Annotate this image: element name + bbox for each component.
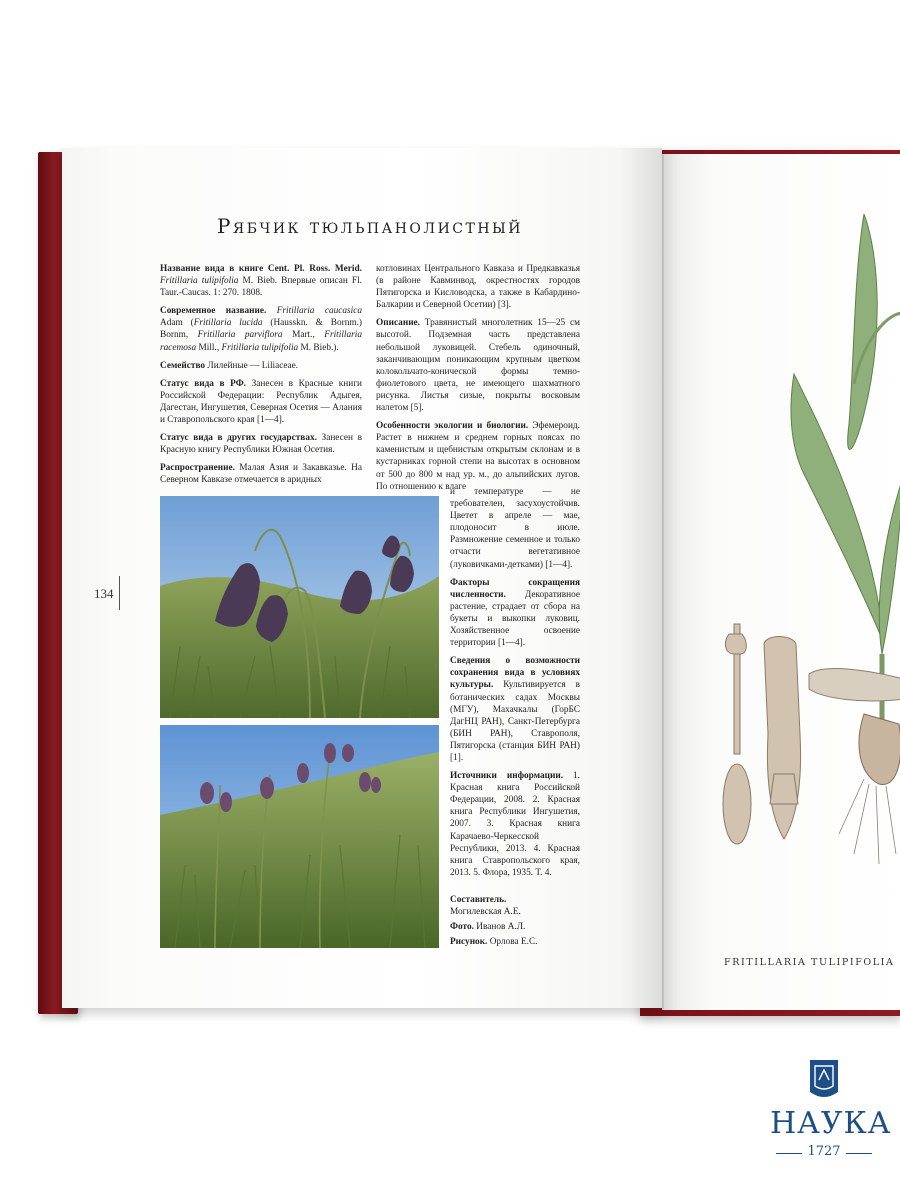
logo-divider-right xyxy=(846,1153,872,1154)
modern-text-2: Adam ( xyxy=(160,318,194,329)
modern-latin-5: Fritillaria parviflora xyxy=(197,330,283,341)
modern-text-4: (Hausskn. & Bornm.) Bornm, xyxy=(160,318,362,341)
modern-text-10: M. Bieb.). xyxy=(298,342,339,353)
credits-block xyxy=(450,894,580,954)
factors-label: Факторы сокращения численности. xyxy=(450,577,580,600)
family-paragraph xyxy=(160,360,362,372)
modern-label: Современное название. xyxy=(160,306,267,317)
publisher-name: НАУКА xyxy=(770,1106,892,1141)
distribution-label: Распространение. xyxy=(160,463,235,474)
photo-credit-paragraph xyxy=(450,921,580,933)
page-title: Рябчик тюльпанолистный xyxy=(216,214,524,238)
distribution-paragraph xyxy=(160,462,362,486)
photo-1-image xyxy=(160,496,439,718)
sources-text: 1. Красная книга Российской Федерации, 2008. 2. Красная книга Республики Ингушетия, 2007. 3. Красная книга Карачаево-Черкесской Республики, 2013. 4. Красная книга Ставропольского края, 2013. 5. Флора, 1935. Т. 4. xyxy=(450,771,581,878)
modern-latin-1: Fritillaria caucasica xyxy=(276,306,363,317)
distribution-text: Малая Азия и Закавказье. На Северном Кавказе отмечается в аридных xyxy=(160,463,362,486)
botanical-drawing xyxy=(714,214,900,904)
ecology-continued xyxy=(450,486,580,571)
status-rf-label: Статус вида в РФ. xyxy=(160,378,247,389)
publisher-year: 1727 xyxy=(807,1144,841,1159)
modern-latin-3: Fritillaria lucida xyxy=(193,318,263,329)
description-paragraph xyxy=(376,317,580,414)
page-number-divider xyxy=(119,576,120,610)
ecology-label: Особенности экологии и биологии. xyxy=(376,421,529,432)
text-column-left xyxy=(160,263,362,493)
illustration-caption: FRITILLARIA TULIPIFOLIA xyxy=(724,957,895,968)
photo-credit-label: Фото. xyxy=(450,922,474,933)
drawing-credit-paragraph xyxy=(450,936,580,948)
sources-paragraph xyxy=(450,770,580,879)
ecology-text: Эфемероид. Растет в нижнем и среднем горных поясах по каменистым и щебнистым открытым склонам и в кустарниках горной степи на высотах в основном от 500 до 800 м над ур. м., до альпийских лугов. По отношению к влаге xyxy=(376,421,580,492)
family-label: Семейство xyxy=(160,360,206,371)
name-rest: M. Bieb. Впервые описан Fl. Taur.-Caucas. 1: 270. 1808. xyxy=(160,276,362,299)
distribution-continued xyxy=(376,263,580,311)
conservation-text: Культивируется в ботанических садах Москвы (МГУ), Махачкалы (ГорБС ДагНЦ РАН), Санкт-Петербурга (БИН РАН), Ставрополя, Пятигорска (станция БИН РАН) [1]. xyxy=(450,680,580,763)
status-other-label: Статус вида в других государствах. xyxy=(160,433,317,444)
status-rf-paragraph xyxy=(160,378,362,426)
page-number: 134 xyxy=(94,586,114,601)
botanical-illustration xyxy=(714,214,900,904)
status-other-text: Занесен в Красную книгу Республики Южная Осетия. xyxy=(160,433,362,456)
publisher-logo-icon xyxy=(808,1058,840,1102)
photo-flowers-meadow xyxy=(160,725,439,948)
status-rf-text: Занесен в Красные книги Российской Федерации: Республик Адыгея, Дагестан, Ингушетия, Северная Осетия — Алания и Ставропольского края [1—4]. xyxy=(160,378,362,426)
name-label: Название вида в книге Cent. Pl. Ross. Merid. xyxy=(160,264,362,274)
status-other-paragraph xyxy=(160,432,362,456)
species-name-paragraph xyxy=(160,263,362,299)
compiler-text: Могилевская А.Е. xyxy=(450,907,521,918)
photo-flowers-hillside xyxy=(160,496,439,718)
ecology-cont-text: и температуре — не требователен, засухоустойчив. Цветет в апреле — мае, плодоносит в июле. Размножение семенное и только отчасти вегетативное (луковичками-детками) [1—4]. xyxy=(450,487,580,570)
text-column-right xyxy=(376,263,580,499)
conservation-label: Сведения о возможности сохранения вида в условиях культуры. xyxy=(450,656,580,691)
compiler-paragraph xyxy=(450,894,580,918)
modern-latin-7: Fritillaria racemosa xyxy=(160,330,363,353)
distribution-cont-text: котловинах Центрального Кавказа и Предкавказья (в районе Кавминвод, окрестностях городов Пятигорска и Кисловодска, а также в Кабардино-Балкарии и Северной Осетии) [3]. xyxy=(376,264,580,311)
ecology-paragraph xyxy=(376,420,580,493)
factors-text: Декоративное растение, страдает от сбора на букеты и выкопки луковиц. Хозяйственное освоение территории [1—4]. xyxy=(450,589,580,649)
family-text: Лилейные — Liliaceae. xyxy=(205,360,299,371)
modern-latin-9: Fritillaria tulipifolia xyxy=(221,342,299,353)
drawing-credit-label: Рисунок. xyxy=(450,937,488,948)
photo-credit-text: Иванов А.Л. xyxy=(473,922,526,933)
modern-text-8: Mill., xyxy=(196,342,222,353)
photo-2-image xyxy=(160,725,439,948)
description-text: Травянистый многолетник 15—25 см высотой. Подземная часть представлена небольшой луковицей. Стебель одиночный, заканчивающим поникающим крупным цветком колокольчато-конической формы темно-фиолетового цвета, не имеющего шахматного рисунка. Листья сизые, покрыты восковым налетом [5]. xyxy=(376,318,580,414)
description-label: Описание. xyxy=(376,318,420,329)
logo-divider-left xyxy=(776,1153,802,1154)
conservation-paragraph xyxy=(450,655,580,764)
compiler-label: Составитель. xyxy=(450,895,507,905)
text-column-narrow xyxy=(450,486,580,885)
drawing-credit-text: Орлова Е.С. xyxy=(487,937,538,948)
name-latin: Fritillaria tulipifolia xyxy=(160,276,239,287)
factors-paragraph xyxy=(450,577,580,650)
modern-text-6: Mart., xyxy=(282,330,325,341)
sources-label: Источники информации. xyxy=(450,771,564,782)
modern-name-paragraph xyxy=(160,305,362,353)
